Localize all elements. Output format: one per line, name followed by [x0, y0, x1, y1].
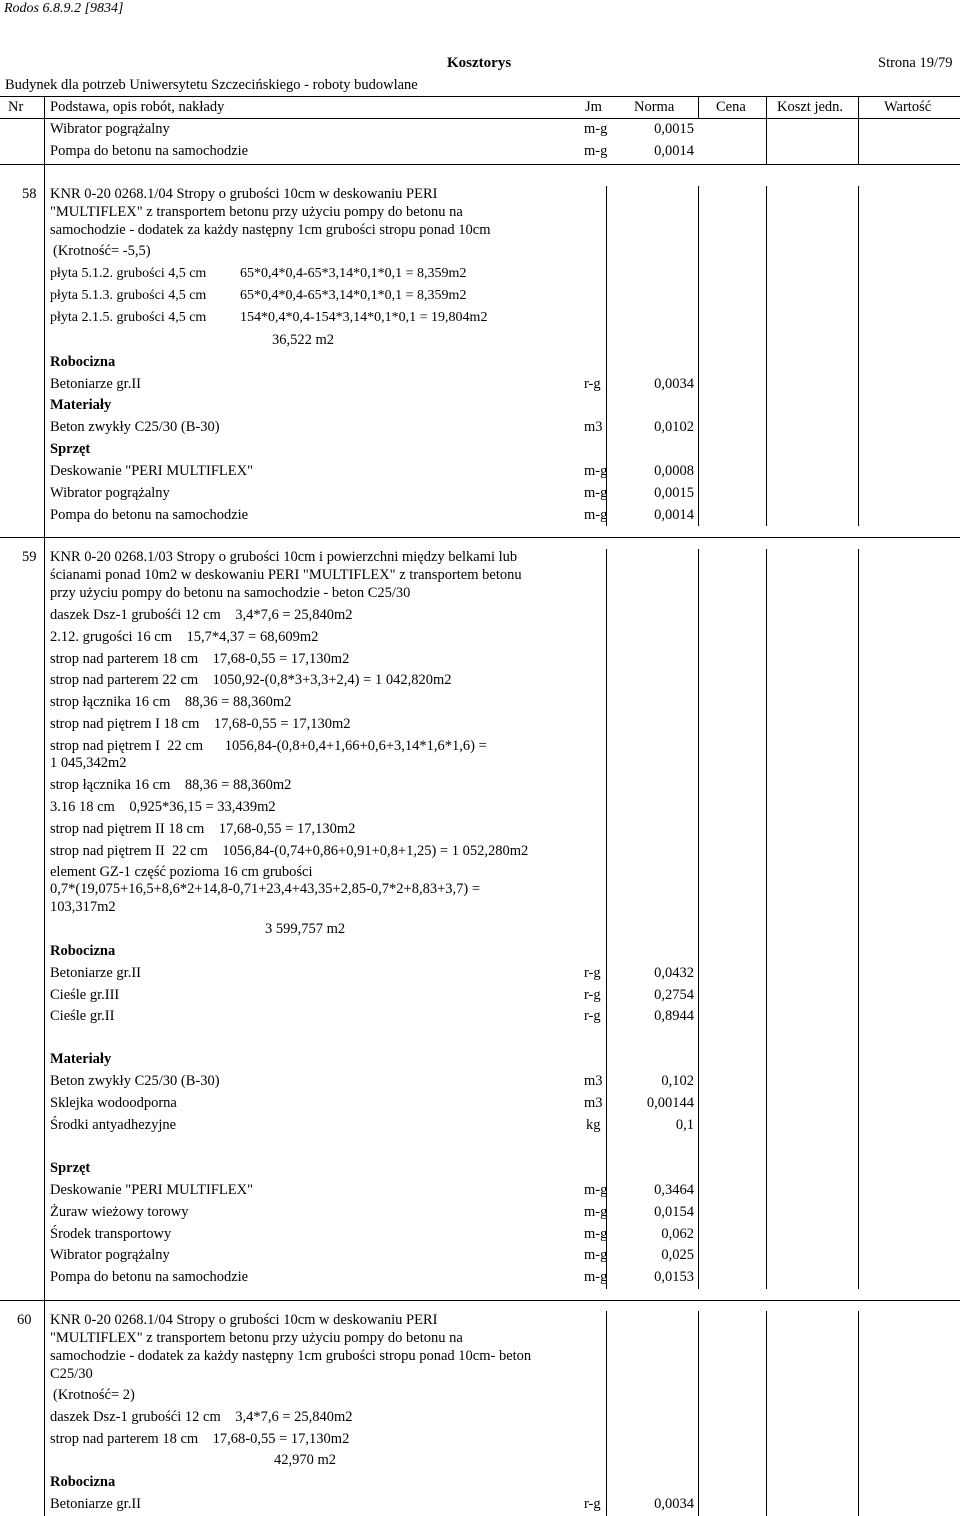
item59-box-mid: [766, 549, 767, 1289]
resource-jm: m3: [584, 1073, 603, 1089]
calc-line: 1 045,342m2: [50, 755, 127, 771]
resource-name: Deskowanie "PERI MULTIFLEX": [50, 1182, 254, 1198]
calc-total: 3 599,757 m2: [265, 921, 346, 937]
resource-norma: 0,0034: [654, 376, 694, 392]
col-nr: Nr: [8, 99, 24, 115]
resource-jm: m-g: [584, 121, 608, 137]
calc-label: płyta 2.1.5. grubości 4,5 cm: [50, 310, 207, 325]
item-number: 60: [17, 1312, 32, 1328]
page-number: Strona 19/79: [878, 55, 953, 71]
resource-name: Wibrator pogrążalny: [50, 485, 170, 501]
krotnosc: (Krotność= 2): [53, 1387, 135, 1403]
item60-box-mid: [766, 1311, 767, 1516]
item-description: KNR 0-20 0268.1/03 Stropy o grubości 10cm i powierzchni między belkami lub: [50, 549, 518, 565]
resource-name: Betoniarze gr.II: [50, 965, 141, 981]
col-desc: Podstawa, opis robót, nakłady: [50, 99, 225, 115]
resource-name: Cieśle gr.III: [50, 987, 120, 1003]
resource-jm: m-g: [584, 463, 608, 479]
item60-box-left: [606, 1311, 607, 1516]
resource-name: Cieśle gr.II: [50, 1008, 115, 1024]
resource-norma: 0,00144: [646, 1095, 694, 1111]
resource-jm: m-g: [584, 1182, 608, 1198]
resource-jm: m-g: [584, 507, 608, 523]
item-description: samochodzie - dodatek za każdy następny 1cm grubości stropu ponad 10cm: [50, 222, 491, 238]
calc-line: strop nad piętrem II 18 cm 17,68-0,55 = 17,130m2: [50, 821, 356, 837]
resource-name: Beton zwykły C25/30 (B-30): [50, 1073, 220, 1089]
calc-line: strop nad piętrem I 22 cm 1056,84-(0,8+0,4+1,66+0,6+3,14*1,6*1,6) =: [50, 738, 487, 754]
resource-name: Środki antyadhezyjne: [50, 1117, 177, 1133]
resource-jm: r-g: [584, 965, 601, 981]
resource-norma: 0,1: [675, 1117, 694, 1133]
resource-jm: m3: [584, 1095, 603, 1111]
item-description: "MULTIFLEX" z transportem betonu przy użyciu pompy do betonu na: [50, 1330, 463, 1346]
item-description: KNR 0-20 0268.1/04 Stropy o grubości 10cm w deskowaniu PERI: [50, 186, 438, 202]
col-koszt: Koszt jedn.: [777, 99, 844, 115]
item58-box-koszt: [858, 186, 859, 526]
resource-norma: 0,2754: [654, 987, 694, 1003]
col-jm: Jm: [585, 99, 602, 115]
resource-norma: 0,0102: [654, 419, 694, 435]
section-materialy: Materiały: [50, 1051, 112, 1067]
resource-jm: r-g: [584, 1008, 601, 1024]
resource-norma: 0,0014: [654, 143, 694, 159]
resource-jm: r-g: [584, 987, 601, 1003]
calc-line: 0,7*(19,075+16,5+8,6*2+14,8-0,71+23,4+43,35+2,85-0,7*2+8,83+3,7) =: [50, 881, 481, 897]
calc-line: element GZ-1 część pozioma 16 cm grubości: [50, 864, 313, 880]
app-title: Rodos 6.8.9.2 [9834]: [4, 1, 124, 16]
resource-jm: m-g: [584, 1204, 608, 1220]
col-wartosc: Wartość: [884, 99, 932, 115]
item-description: przy użyciu pompy do betonu na samochodzie - beton C25/30: [50, 585, 411, 601]
item59-box-koszt: [858, 549, 859, 1289]
separator-2: [0, 537, 960, 538]
calc-line: daszek Dsz-1 grubośći 12 cm 3,4*7,6 = 25,840m2: [50, 607, 353, 623]
resource-norma: 0,062: [661, 1226, 694, 1242]
calc-line: strop łącznika 16 cm 88,36 = 88,360m2: [50, 777, 292, 793]
header-top-rule: [0, 96, 960, 97]
resource-name: Wibrator pogrążalny: [50, 121, 170, 137]
section-robocizna: Robocizna: [50, 1474, 116, 1490]
resource-name: Sklejka wodoodporna: [50, 1095, 177, 1111]
resource-jm: m-g: [584, 1247, 608, 1263]
item58-box-right: [698, 186, 699, 526]
resource-norma: 0,0153: [654, 1269, 694, 1285]
calc-total: 36,522 m2: [272, 332, 335, 348]
col-divider-1: [44, 96, 45, 1516]
resource-name: Żuraw wieżowy torowy: [50, 1204, 189, 1220]
krotnosc: (Krotność= -5,5): [53, 243, 151, 259]
header-bottom-rule: [0, 118, 960, 119]
calc-line: 2.12. grugości 16 cm 15,7*4,37 = 68,609m2: [50, 629, 319, 645]
resource-name: Pompa do betonu na samochodzie: [50, 507, 249, 523]
resource-norma: 0,0015: [654, 485, 694, 501]
section-robocizna: Robocizna: [50, 354, 116, 370]
resource-norma: 0,0432: [654, 965, 694, 981]
item59-box-left: [606, 549, 607, 1289]
resource-norma: 0,0154: [654, 1204, 694, 1220]
item58-box-mid: [766, 186, 767, 526]
col-divider-4: [858, 96, 859, 164]
item-description: ścianami ponad 10m2 w deskowaniu PERI "MULTIFLEX" z transportem betonu: [50, 567, 522, 583]
calc-formula: 154*0,4*0,4-154*3,14*0,1*0,1 = 19,804m2: [240, 310, 488, 325]
col-norma: Norma: [634, 99, 675, 115]
calc-line: strop łącznika 16 cm 88,36 = 88,360m2: [50, 694, 292, 710]
resource-jm: m-g: [584, 1226, 608, 1242]
calc-line: strop nad parterem 22 cm 1050,92-(0,8*3+3,3+2,4) = 1 042,820m2: [50, 672, 452, 688]
item-description: samochodzie - dodatek za każdy następny 1cm grubości stropu ponad 10cm- beton: [50, 1348, 532, 1364]
resource-name: Wibrator pogrążalny: [50, 1247, 170, 1263]
resource-name: Pompa do betonu na samochodzie: [50, 1269, 249, 1285]
calc-line: strop nad piętrem II 22 cm 1056,84-(0,74+0,86+0,91+0,8+1,25) = 1 052,280m2: [50, 843, 529, 859]
calc-line: 3.16 18 cm 0,925*36,15 = 33,439m2: [50, 799, 276, 815]
calc-line: 103,317m2: [50, 899, 116, 915]
separator-1: [0, 164, 960, 165]
resource-name: Deskowanie "PERI MULTIFLEX": [50, 463, 254, 479]
resource-norma: 0,8944: [654, 1008, 694, 1024]
resource-norma: 0,0015: [654, 121, 694, 137]
doc-title: Kosztorys: [447, 55, 512, 71]
section-robocizna: Robocizna: [50, 943, 116, 959]
col-divider-3: [766, 96, 767, 164]
separator-3: [0, 1300, 960, 1301]
calc-label: płyta 5.1.3. grubości 4,5 cm: [50, 288, 207, 303]
resource-norma: 0,3464: [654, 1182, 694, 1198]
resource-norma: 0,0008: [654, 463, 694, 479]
item-number: 59: [22, 549, 37, 565]
section-sprzet: Sprzęt: [50, 441, 91, 457]
resource-jm: kg: [586, 1117, 601, 1133]
section-materialy: Materiały: [50, 397, 112, 413]
resource-jm: r-g: [584, 376, 601, 392]
resource-jm: r-g: [584, 1496, 601, 1512]
resource-norma: 0,025: [661, 1247, 694, 1263]
resource-norma: 0,0034: [654, 1496, 694, 1512]
calc-line: strop nad parterem 18 cm 17,68-0,55 = 17,130m2: [50, 1431, 350, 1447]
resource-name: Betoniarze gr.II: [50, 376, 141, 392]
calc-label: płyta 5.1.2. grubości 4,5 cm: [50, 266, 207, 281]
col-divider-2: [698, 96, 699, 118]
resource-name: Beton zwykły C25/30 (B-30): [50, 419, 220, 435]
item60-box-koszt: [858, 1311, 859, 1516]
resource-jm: m-g: [584, 1269, 608, 1285]
col-cena: Cena: [716, 99, 746, 115]
calc-formula: 65*0,4*0,4-65*3,14*0,1*0,1 = 8,359m2: [240, 266, 467, 281]
item-description: "MULTIFLEX" z transportem betonu przy użyciu pompy do betonu na: [50, 204, 463, 220]
item-description: KNR 0-20 0268.1/04 Stropy o grubości 10cm w deskowaniu PERI: [50, 1312, 438, 1328]
resource-norma: 0,102: [661, 1073, 694, 1089]
resource-name: Betoniarze gr.II: [50, 1496, 141, 1512]
item59-box-right: [698, 549, 699, 1289]
resource-jm: m-g: [584, 143, 608, 159]
resource-jm: m3: [584, 419, 603, 435]
calc-line: strop nad piętrem I 18 cm 17,68-0,55 = 17,130m2: [50, 716, 351, 732]
item-description: C25/30: [50, 1366, 93, 1382]
resource-norma: 0,0014: [654, 507, 694, 523]
calc-line: daszek Dsz-1 grubośći 12 cm 3,4*7,6 = 25,840m2: [50, 1409, 353, 1425]
calc-formula: 65*0,4*0,4-65*3,14*0,1*0,1 = 8,359m2: [240, 288, 467, 303]
section-sprzet: Sprzęt: [50, 1160, 91, 1176]
resource-name: Pompa do betonu na samochodzie: [50, 143, 249, 159]
item-number: 58: [22, 186, 37, 202]
resource-jm: m-g: [584, 485, 608, 501]
calc-line: strop nad parterem 18 cm 17,68-0,55 = 17,130m2: [50, 651, 350, 667]
calc-total: 42,970 m2: [274, 1452, 337, 1468]
item60-box-right: [698, 1311, 699, 1516]
resource-name: Środek transportowy: [50, 1226, 172, 1242]
doc-subtitle: Budynek dla potrzeb Uniwersytetu Szczecińskiego - roboty budowlane: [5, 77, 418, 93]
